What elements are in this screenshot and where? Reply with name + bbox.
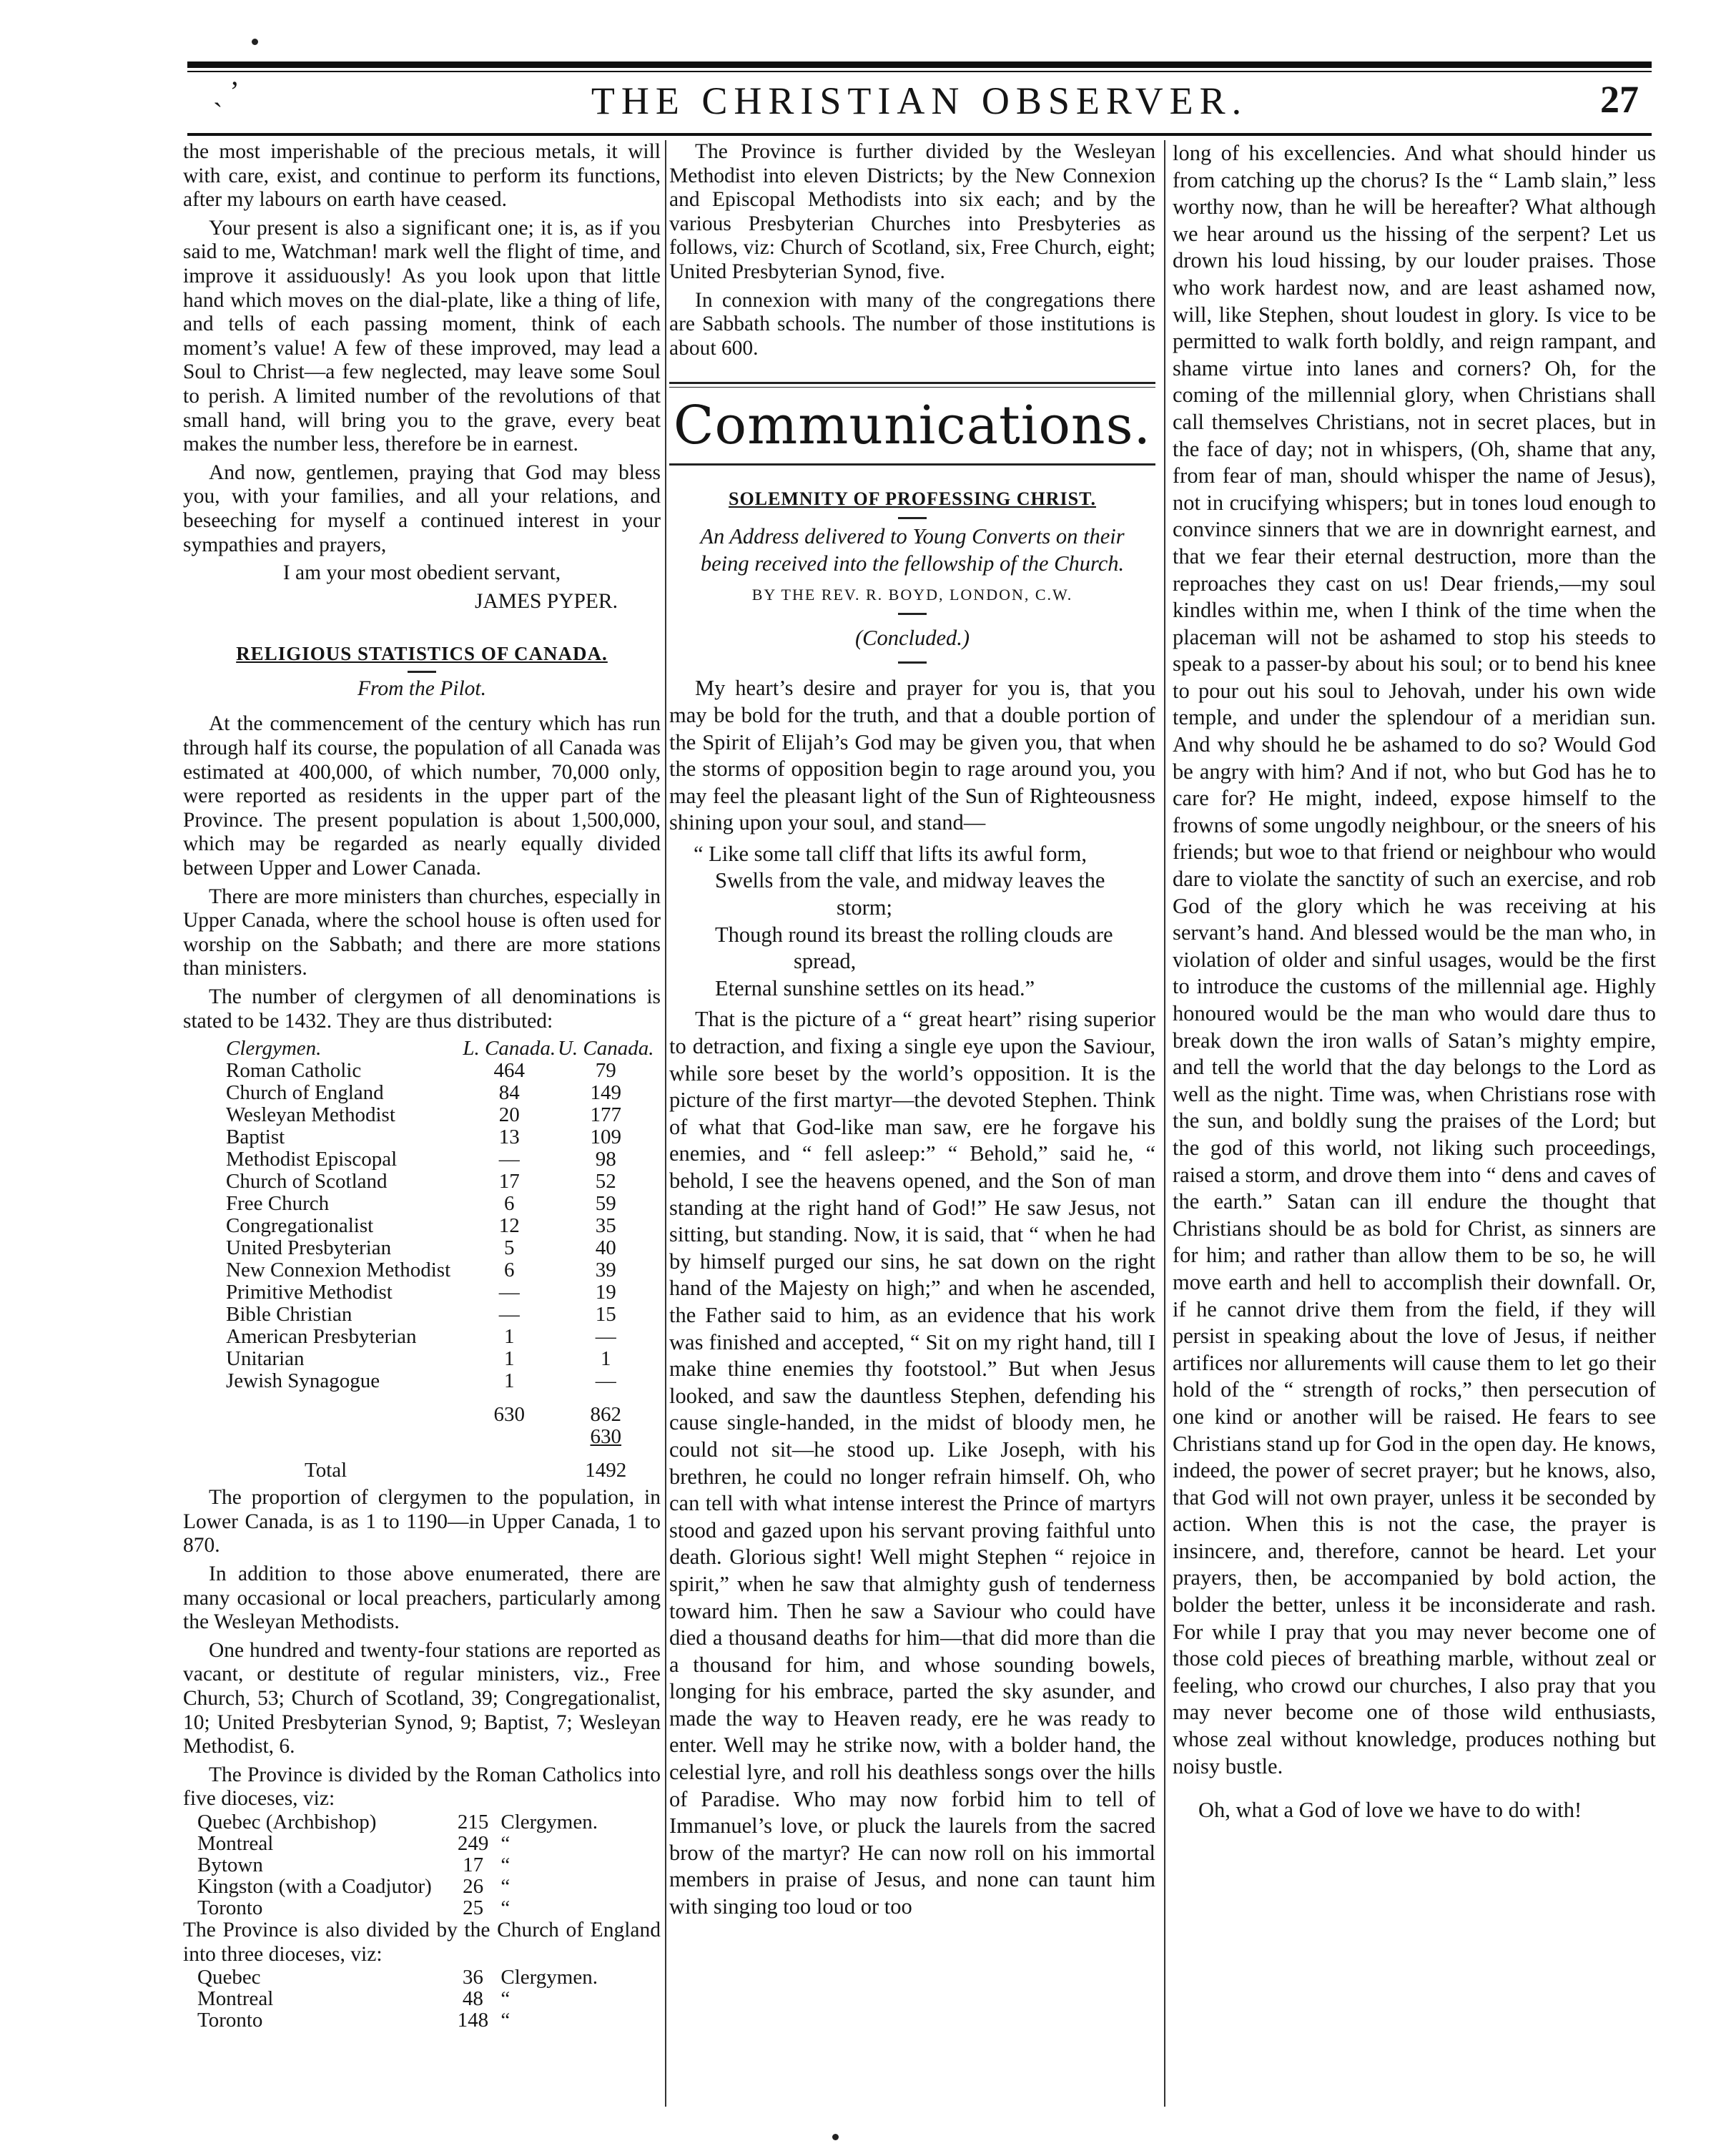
stats-source: From the Pilot.: [357, 676, 486, 700]
table-cell: 12: [498, 1214, 520, 1238]
table-row: [212, 1104, 655, 1126]
table-cell: United Presbyterian: [226, 1236, 392, 1260]
table-cell: “: [500, 2009, 511, 2032]
table-row: [197, 1897, 598, 1919]
table-row: [212, 1281, 655, 1304]
subtotal-lower: 630: [493, 1403, 526, 1427]
subtotal-upper: 862: [590, 1403, 622, 1427]
table-row: [212, 1304, 655, 1326]
article-paragraph: My heart’s desire and prayer for you is, that you may be bold for the truth, and that a double portion of the Spirit of Elijah’s God may be given you, that when the storms of opposition begin to rage around you, you may feel the pleasant light of the Sun of Righteousness shining upon your soul, and stand—: [669, 676, 1155, 835]
table-row: [212, 1259, 655, 1281]
column-1: [183, 140, 661, 2114]
table-cell: 35: [595, 1214, 616, 1238]
table-cell: American Presbyterian: [226, 1325, 417, 1349]
table-cell: Quebec: [197, 1966, 261, 1989]
article-paragraph: long of his excellencies. And what should hinder us from catching up the chorus? Is the “ Lamb slain,” less worthy now, than he will be hereafter? What although we hear around us the hissing of the serpent? Let us drown his loud hissing, by our louder praises. Those who work hardest now, and are least ashamed now, will, like Stephen, shout loudest in glory. Is vice to be permitted to walk forth boldly, and reign rampant, and shame virtue into lanes and corners? Oh, for the coming of the millennial glory, when Christians shall call themselves Christians, not in secret places, but in the face of day; not in whispers, (Oh, shame that any, from fear of man, should whisper the name of Jesus), not in crucifying whispers; but in tones loud enough to convince sinners that we are in downright earnest, and that we fear their eternal destruction, more than the reproaches they cast on us! Dear friends,—my soul kindles within me, when I think of the time when the placeman will not be ashamed to stop his steeds to speak to a passer-by about his soul; or to bend his knee to pour out his soul to Jehovah, under his own wide temple, and under the splendour of a meridian sun. And why should he be ashamed to do so? Would God be angry with him? And if not, who but God has he to care for? He might, indeed, expose himself to the frowns of some ungodly neighbour, or the sneers of his friends; but woe to that friend or neighbour who would dare to violate the sanctity of such an exercise, and rob God of the glory which he was receiving at his servant’s hand. And blessed would be the man who, in violation of older and sinful usages, would be the first to introduce the customs of the millennial age. Highly honoured would be the man who would dare thus to break down the iron walls of Satan’s mighty empire, and tell the world that the day belongs to the Lord as well as the night. Time was, when Christians rose with the sun, and boldly sung the praises of the Lord; but the god of this world, not liking such proceedings, raised a storm, and drove them into “ dens and caves of the earth.” Satan can ill endure the thought that Christians should be as bold for Christ, as sinners are for him; and rather than allow them to be so, he will move earth and hell to accomplish their downfall. Or, if he cannot drive them from the field, if they will persist in speaking about the love of Jesus, if neither artifices nor allurements will cause them to let go their hold of the “ strength of rocks,” then persecution of one kind or another will be raised. He fears to see Christians stand up for God in the open day. He knows, indeed, the power of secret prayer; but he knows, also, that God will not own prayer, unless it be seconded by action. When this is not the case, the prayer is insincere, and, therefore, cannot be heard. Let your prayers, then, be accompanied by bold action, the bolder the better, unless it be inconsiderate and rash. For while I pray that you may never become one of those cold pieces of breathing marble, without zeal or feeling, who crowd our churches, I also pray that you may never become one of those wild enthusiasts, whose zeal without knowledge, produces nothing but noisy bustle.: [1173, 141, 1656, 1778]
top-rule-thin: [187, 71, 1652, 72]
table-cell: 40: [595, 1236, 616, 1260]
article-paragraph: Oh, what a God of love we have to do with!: [1198, 1798, 1582, 1823]
table-cell: Baptist: [226, 1126, 285, 1149]
page-number: 27: [1600, 78, 1639, 121]
section-title: Communications.: [673, 395, 1152, 457]
table-cell: Toronto: [197, 1896, 263, 1919]
table-cell: Clergymen.: [500, 1810, 598, 1833]
masthead-rule: [187, 133, 1652, 136]
table-cell: Wesleyan Methodist: [226, 1103, 395, 1127]
table-cell: Quebec (Archbishop): [197, 1810, 377, 1833]
rc-diocese-table: [197, 1811, 598, 1919]
table-cell: —: [595, 1369, 616, 1393]
box-rule: [669, 463, 1155, 466]
clergy-table: [212, 1038, 655, 1482]
table-cell: Bible Christian: [226, 1303, 352, 1326]
table-row: [197, 2009, 598, 2031]
table-row: [197, 1854, 598, 1876]
table-cell: 149: [590, 1081, 622, 1105]
poem-line: “ Like some tall cliff that lifts its awful form,: [694, 841, 1087, 866]
table-header: L. Canada.: [463, 1037, 556, 1060]
table-cell: Congregationalist: [226, 1214, 374, 1238]
table-cell: Roman Catholic: [226, 1059, 362, 1083]
table-cell: Free Church: [226, 1192, 330, 1216]
table-cell: 20: [498, 1103, 520, 1127]
box-rule: [669, 382, 1155, 384]
table-row: [212, 1370, 655, 1392]
masthead-title: THE CHRISTIAN OBSERVER.: [591, 79, 1248, 122]
table-cell: 249: [457, 1831, 489, 1855]
letter-paragraph: And now, gentlemen, praying that God may bless you, with your families, and all your relations, and beseeching for myself a continued interest in your sympathies and prayers,: [183, 461, 661, 556]
table-row: [197, 1967, 598, 1988]
table-cell: 1: [601, 1347, 611, 1371]
table-cell: —: [498, 1303, 520, 1326]
table-row: [212, 1193, 655, 1215]
table-cell: —: [498, 1281, 520, 1304]
table-cell: 25: [463, 1896, 484, 1919]
letter-signature: JAMES PYPER.: [474, 589, 618, 613]
table-cell: “: [500, 1874, 511, 1898]
table-row: [212, 1148, 655, 1171]
poem: [669, 841, 1155, 1003]
ink-speck: [252, 39, 258, 45]
table-cell: “: [500, 1896, 511, 1919]
table-cell: “: [500, 1831, 511, 1855]
masthead: [187, 74, 1652, 132]
table-cell: 1: [504, 1347, 515, 1371]
province-paragraph: In connexion with many of the congregations there are Sabbath schools. The number of those institutions is about 600.: [669, 288, 1155, 360]
table-cell: 84: [498, 1081, 520, 1105]
communications-box: [669, 382, 1155, 466]
column-2: [669, 140, 1155, 2114]
table-cell: Toronto: [197, 2009, 263, 2032]
letter-paragraph: Your present is also a significant one; it is, as if you said to me, Watchman! mark well the flight of time, and improve it assiduously! As you look upon that little hand which moves on the dial-plate, like a thing of life, and tells of each passing moment, think of each moment’s value! A few of these improved, may lead a Soul to Christ—a few neglected, may leave some Soul to perish. A limited number of the revolutions of that small hand, will bring you to the grave, every beat makes the number less, therefore be in earnest.: [183, 216, 661, 456]
table-cell: 79: [595, 1059, 616, 1083]
article-concluded: (Concluded.): [854, 625, 970, 650]
table-cell: 13: [498, 1126, 520, 1149]
table-cell: 6: [504, 1192, 515, 1216]
table-cell: 6: [504, 1259, 515, 1282]
table-cell: Methodist Episcopal: [226, 1148, 398, 1171]
table-cell: 17: [498, 1170, 520, 1193]
table-cell: 19: [595, 1281, 616, 1304]
table-cell: Bytown: [197, 1853, 263, 1876]
table-cell: Montreal: [197, 1831, 274, 1855]
table-row: [212, 1060, 655, 1082]
total-label: Total: [305, 1459, 347, 1482]
table-cell: “: [500, 1987, 511, 2011]
table-row: [212, 1348, 655, 1370]
table-row: [197, 1876, 598, 1897]
table-row: [197, 1811, 598, 1833]
table-cell: Church of England: [226, 1081, 384, 1105]
table-cell: 17: [463, 1853, 484, 1876]
table-row: [197, 1988, 598, 2009]
column-divider: [665, 140, 666, 2107]
table-row: [212, 1326, 655, 1348]
table-cell: 464: [493, 1059, 526, 1083]
table-cell: 5: [504, 1236, 515, 1260]
poem-line: Though round its breast the rolling clouds are: [715, 922, 1113, 947]
poem-line: Eternal sunshine settles on its head.”: [715, 975, 1035, 1000]
table-header: U. Canada.: [557, 1037, 654, 1060]
table-cell: 215: [457, 1810, 489, 1833]
ink-speck: [832, 2134, 839, 2140]
table-cell: 1: [504, 1325, 515, 1349]
short-rule: [408, 671, 436, 673]
table-cell: —: [498, 1148, 520, 1171]
letter-closing: I am your most obedient servant,: [282, 561, 561, 585]
short-rule: [898, 517, 927, 519]
stats-paragraph: The proportion of clergymen to the population, in Lower Canada, is as 1 to 1190—in Upper Canada, 1 to 870.: [183, 1486, 661, 1557]
top-rule: [187, 61, 1652, 68]
carry-value: 630: [590, 1425, 622, 1449]
stats-heading: RELIGIOUS STATISTICS OF CANADA.: [236, 643, 608, 665]
stats-paragraph: In addition to those above enumerated, there are many occasional or local preachers, particularly among the Wesleyan Methodists.: [183, 1562, 661, 1634]
total-value: 1492: [585, 1459, 627, 1482]
table-cell: Primitive Methodist: [226, 1281, 393, 1304]
table-row: [212, 1215, 655, 1237]
article-heading: SOLEMNITY OF PROFESSING CHRIST.: [728, 488, 1096, 510]
table-cell: 36: [462, 1966, 483, 1989]
ce-intro: The Province is also divided by the Church of England into three dioceses, viz:: [183, 1918, 661, 1966]
article-paragraph: That is the picture of a “ great heart” rising superior to detraction, and fixing a single eye upon the Saviour, while sore beset by the world’s opposition. It is the picture of the first martyr—the devoted Stephen. Think of what that God-like man saw, ere he forgave his enemies, and “ fell asleep:” “ Behold,” said he, “ behold, I see the heavens opened, and the Son of man standing at the right hand of God!” He saw Jesus, not sitting, but standing. Now, it is said, that “ when he had by himself purged our sins, he sat down on the right hand of the Majesty on high;” and when he ascended, the Father said to him, as an evidence that his work was finished and accepted, “ Sit on my right hand, till I make thine enemies thy footstool.” But when Jesus looked, and saw the dauntless Stephen, defending his cause single-handed, in the midst of bloody men, he could not sit—he stood up. Like Joseph, with his brethren, he could no longer refrain himself. Oh, who can tell with what intense interest the Prince of martyrs stood and gazed upon his servant proving faithful unto death. Glorious sight! Well might Stephen “ rejoice in spirit,” when he saw that almighty gush of tenderness toward him. Then he saw a Saviour who could have died a thousand deaths for him—that did more than die a thousand for him, and whose sounding bowels, longing for his embrace, parted the sky asunder, and made the way to Heaven ready, ere he was ready to enter. Well may he strike now, with a bolder hand, the celestial lyre, and roll his deathless songs over the hills of Paradise. Who may now forbid him to tell of Immanuel’s love, or pluck the laurels from the sacred brow of the martyr? He can now roll on his immortal members in praise of Jesus, and none can taunt him with singing too loud or too: [669, 1007, 1155, 1919]
table-cell: Kingston (with a Coadjutor): [197, 1874, 432, 1898]
table-header: Clergymen.: [226, 1037, 322, 1060]
table-row: [212, 1171, 655, 1193]
table-cell: 15: [595, 1303, 616, 1326]
poem-line: spread,: [794, 949, 857, 974]
poem-line: Swells from the vale, and midway leaves the: [715, 868, 1105, 893]
article-subtitle: An Address delivered to Young Converts on their being received into the fellowship of the Church.: [700, 523, 1125, 576]
box-rule: [669, 387, 1155, 388]
table-row: [212, 1082, 655, 1104]
ce-diocese-table: [197, 1967, 598, 2031]
table-cell: 177: [590, 1103, 622, 1127]
table-row: [212, 1126, 655, 1148]
table-cell: “: [500, 1853, 511, 1876]
table-cell: 52: [595, 1170, 616, 1193]
table-cell: 148: [457, 2009, 489, 2032]
letter-paragraph: the most imperishable of the precious metals, it will with care, exist, and continue to perform its functions, after my labours on earth have ceased.: [183, 140, 661, 212]
table-cell: Church of Scotland: [226, 1170, 388, 1193]
table-cell: New Connexion Methodist: [226, 1259, 451, 1282]
stats-paragraph: At the commencement of the century which has run through half its course, the population of all Canada was estimated at 400,000, of which number, 70,000 only, were reported as residents in the upper part of the Province. The present population is about 1,500,000, which may be regarded as nearly equally divided between Upper and Lower Canada.: [183, 712, 661, 880]
table-cell: Unitarian: [226, 1347, 305, 1371]
short-rule: [898, 613, 927, 615]
province-paragraph: The Province is further divided by the Wesleyan Methodist into eleven Districts; by the New Connexion and Episcopal Methodists into six each; and by the various Presbyterian Churches into Presbyteries as follows, viz: Church of Scotland, six, Free Church, eight; United Presbyterian Synod, five.: [669, 140, 1155, 283]
table-cell: 39: [595, 1259, 616, 1282]
stats-paragraph: The number of clergymen of all denominations is stated to be 1432. They are thus distributed:: [183, 985, 661, 1033]
table-cell: 109: [590, 1126, 622, 1149]
table-cell: 98: [595, 1148, 616, 1171]
short-rule: [898, 661, 927, 664]
table-row: [197, 1833, 598, 1854]
stats-paragraph: There are more ministers than churches, especially in Upper Canada, where the school house is often used for worship on the Sabbath; and there are more stations than ministers.: [183, 885, 661, 980]
article-byline: BY THE REV. R. BOYD, LONDON, C.W.: [751, 586, 1073, 604]
table-cell: Clergymen.: [500, 1966, 598, 1989]
table-cell: Montreal: [197, 1987, 274, 2011]
table-cell: 48: [462, 1987, 483, 2011]
column-divider: [1164, 140, 1165, 2107]
table-cell: Jewish Synagogue: [226, 1369, 380, 1393]
masthead-mark: ˏ ’: [213, 75, 240, 107]
table-row: [212, 1237, 655, 1259]
poem-line: storm;: [837, 895, 892, 920]
stats-paragraph: The Province is divided by the Roman Catholics into five dioceses, viz:: [183, 1763, 661, 1811]
table-cell: 59: [595, 1192, 616, 1216]
column-3: [1173, 140, 1656, 2114]
table-cell: —: [595, 1325, 616, 1349]
stats-paragraph: One hundred and twenty-four stations are reported as vacant, or destitute of regular ministers, viz., Free Church, 53; Church of Scotland, 39; Congregationalist, 10; United Presbyterian Synod, 9; Baptist, 7; Wesleyan Methodist, 6.: [183, 1638, 661, 1758]
table-cell: 26: [463, 1874, 484, 1898]
table-cell: 1: [504, 1369, 515, 1393]
